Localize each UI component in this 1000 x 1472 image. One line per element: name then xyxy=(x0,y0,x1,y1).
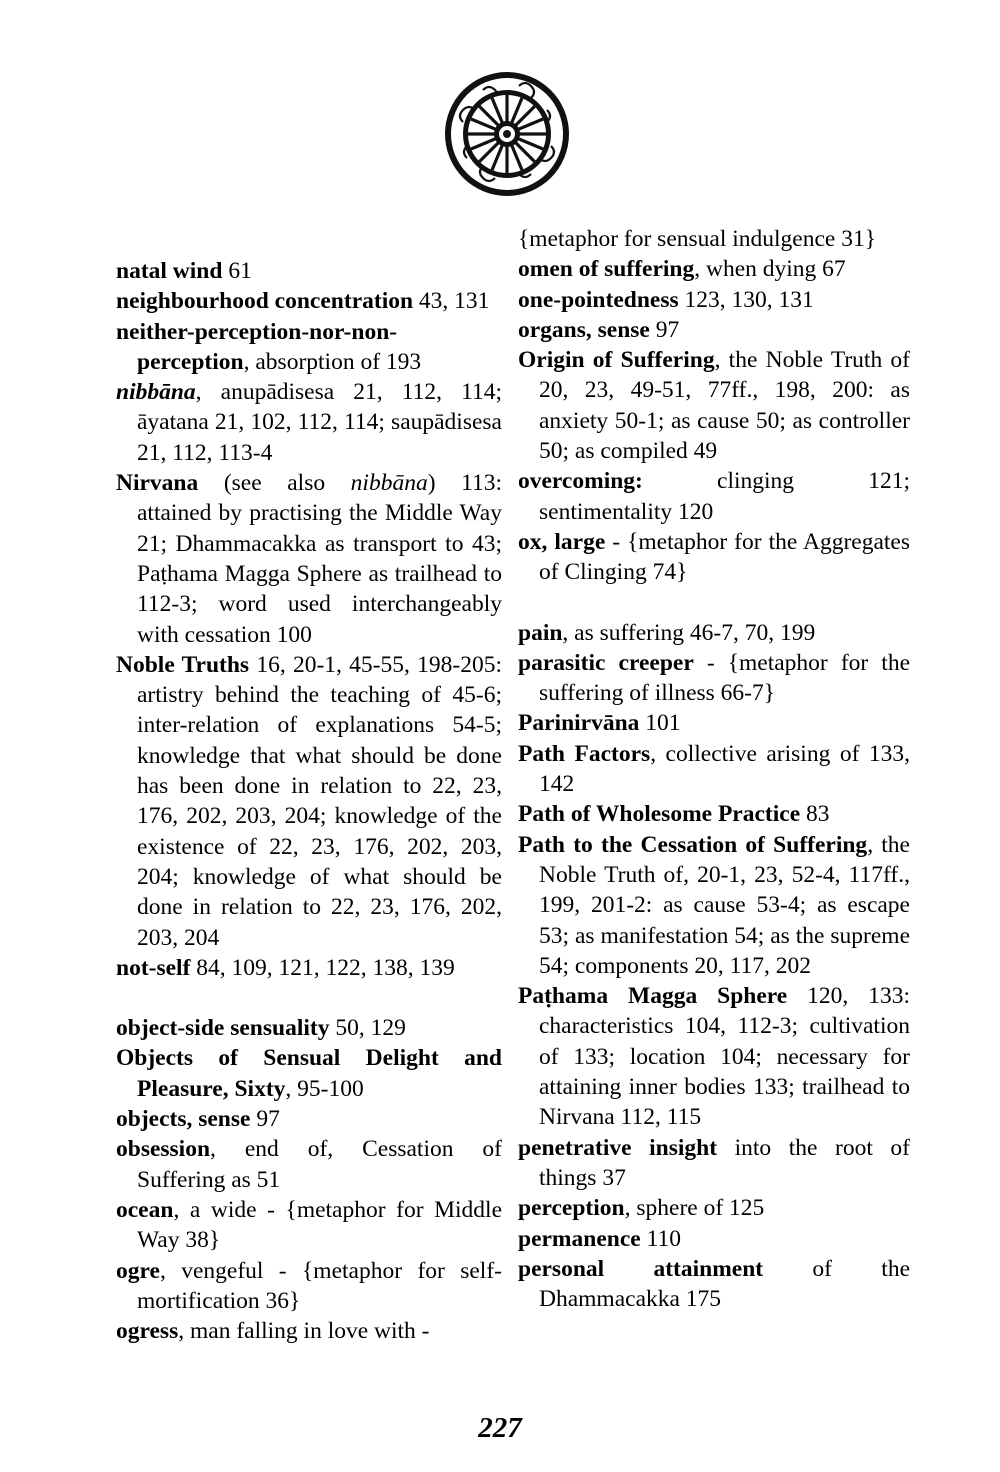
index-locators: , anupādisesa 21, 112, 114; āyatana 21, 102, 112, 114; saupādisesa 21, 112, 113-4 xyxy=(137,379,502,466)
index-entry xyxy=(116,286,502,316)
index-entry xyxy=(518,285,910,315)
index-locators: 101 xyxy=(639,710,681,737)
column-top-spacer xyxy=(116,224,502,256)
index-entry xyxy=(518,527,910,588)
index-locators: , collective arising of 133, 142 xyxy=(539,740,911,798)
index-locators: , absorption of 193 xyxy=(243,348,422,375)
index-locators: , when dying 67 xyxy=(694,256,846,283)
index-entry xyxy=(518,254,910,284)
index-headword: ocean xyxy=(116,1196,174,1223)
index-entry xyxy=(116,953,502,983)
index-entry xyxy=(518,648,910,709)
index-locators: 43, 131 xyxy=(413,288,490,315)
index-column-left xyxy=(116,224,502,1346)
index-column-right xyxy=(518,224,910,1314)
index-headword: not-self xyxy=(116,954,191,981)
index-headword: personal attainment xyxy=(518,1255,764,1282)
index-entry xyxy=(116,1043,502,1104)
letter-group-gap xyxy=(116,983,502,1013)
index-locators: 97 xyxy=(250,1106,280,1133)
page-number: 227 xyxy=(478,1412,522,1444)
index-entry xyxy=(518,618,910,648)
index-headword: omen of suffering xyxy=(518,256,695,283)
index-entry xyxy=(518,799,910,829)
index-headword: obsession xyxy=(116,1136,211,1163)
index-locators: 84, 109, 121, 122, 138, 139 xyxy=(190,954,455,981)
index-entry xyxy=(116,650,502,953)
index-headword: perception xyxy=(518,1195,625,1222)
index-entry xyxy=(116,1256,502,1317)
index-locators: 110 xyxy=(640,1225,681,1252)
index-headword: Path Factors xyxy=(518,740,651,767)
letter-group-gap xyxy=(518,588,910,618)
index-locators: (see also xyxy=(198,470,351,497)
index-entry xyxy=(518,1133,910,1194)
index-locators: 16, 20-1, 45-55, 198-205: artistry behind the teaching of 45-6; inter-relation of explanations 54-5; knowledge that what should be done has been done in relation to 22, 23, 176, 202, 203, 204; knowledge of the existence of 22, 23, 176, 202, 203, 204; knowledge of what should be done in relation to 22, 23, 176, 202, 203, 204 xyxy=(137,651,502,951)
index-locators: , the Noble Truth of 20, 23, 49-51, 77ff., 198, 200: as anxiety 50-1; as cause 50; as controller 50; as compiled 49 xyxy=(539,347,910,465)
index-headword: object-side sensuality xyxy=(116,1015,330,1042)
index-entry xyxy=(116,1195,502,1256)
index-entry xyxy=(518,981,910,1132)
index-entry xyxy=(116,377,502,468)
index-entry xyxy=(518,345,910,466)
index-headword: Origin of Suffering xyxy=(518,347,715,374)
continuation-text: {metaphor for sensual indulgence 31} xyxy=(518,226,876,252)
index-locators: , vengeful - {metaphor for self-mortification 36} xyxy=(137,1257,502,1314)
index-headword: Path of Wholesome Practice xyxy=(518,801,801,828)
index-entry xyxy=(518,1224,910,1254)
index-locators: 123, 130, 131 xyxy=(678,286,814,313)
index-locators: 120, 133: characteristics 104, 112-3; cultivation of 133; location 104; necessary for attaining inner bodies 133; trailhead to Nirvana 112, 115 xyxy=(539,983,910,1131)
index-entry xyxy=(518,466,910,527)
index-entry xyxy=(518,739,910,800)
index-headword: Objects of Sensual Delight and Pleasure, Sixty xyxy=(116,1045,502,1102)
index-cross-reference: nibbāna xyxy=(350,470,428,497)
index-entry xyxy=(116,1013,502,1043)
index-locators: , the Noble Truth of, 20-1, 23, 52-4, 117ff., 199, 201-2: as cause 53-4; as escape 53; as manifestation 54; as the supreme 54; components 20, 117, 202 xyxy=(539,831,910,979)
index-headword: pain xyxy=(518,619,563,646)
index-entry xyxy=(116,1104,502,1134)
index-headword: ogress xyxy=(116,1318,179,1345)
index-headword: natal wind xyxy=(116,258,223,284)
index-locators: 50, 129 xyxy=(329,1015,406,1042)
index-locators: into the root of things 37 xyxy=(539,1134,910,1191)
index-locators: - {metaphor for the suffering of illness 66-7} xyxy=(539,649,911,707)
index-headword: overcoming: xyxy=(518,468,643,495)
index-locators: , man falling in love with - xyxy=(178,1318,430,1345)
index-entry xyxy=(518,708,910,738)
index-headword: objects, sense xyxy=(116,1106,251,1133)
index-entry xyxy=(116,317,502,378)
index-entry xyxy=(116,468,502,650)
index-locators: , end of, Cessation of Suffering as 51 xyxy=(137,1136,502,1193)
index-entry xyxy=(518,1193,910,1223)
index-headword: Noble Truths xyxy=(116,651,250,678)
index-locators: , as suffering 46-7, 70, 199 xyxy=(562,619,816,646)
index-headword: Parinirvāna xyxy=(518,710,640,737)
index-locators: , a wide - {metaphor for Middle Way 38} xyxy=(137,1196,502,1254)
index-headword: penetrative insight xyxy=(518,1134,718,1161)
index-locators: 97 xyxy=(649,316,680,343)
index-headword: ox, large xyxy=(518,528,606,555)
index-headword: Paṭhama Magga Sphere xyxy=(518,983,788,1010)
index-locators: - {metaphor for the Aggregates of Clinging 74} xyxy=(539,528,910,586)
index-entry xyxy=(116,1134,502,1195)
index-entry-continuation xyxy=(518,224,910,254)
index-entry xyxy=(518,315,910,345)
index-headword: neither-perception-nor-non-perception xyxy=(116,318,398,375)
index-headword: parasitic creeper xyxy=(518,649,694,676)
index-headword: ogre xyxy=(116,1257,160,1284)
index-locators: 61 xyxy=(222,258,252,284)
index-headword: one-pointedness xyxy=(518,286,679,313)
index-locators: of the Dhammacakka 175 xyxy=(539,1255,910,1313)
index-headword: nibbāna xyxy=(116,379,196,406)
index-headword: neighbourhood concentration xyxy=(116,288,414,315)
index-headword: permanence xyxy=(518,1225,641,1252)
index-locators: , 95-100 xyxy=(285,1075,364,1102)
index-headword: organs, sense xyxy=(518,316,650,343)
index-entry xyxy=(116,1316,502,1346)
index-locators: ) 113: attained by practising the Middle Way 21; Dhammacakka as transport to 43; Paṭhama Magga Sphere as trailhead to 112-3; word used interchangeably with cessation 100 xyxy=(137,470,503,648)
index-locators: 83 xyxy=(800,801,830,828)
index-headword: Nirvana xyxy=(116,470,199,497)
index-entry xyxy=(518,830,910,981)
index-headword: Path to the Cessation of Suffering xyxy=(518,831,868,858)
index-locators: , sphere of 125 xyxy=(624,1195,765,1222)
index-entry xyxy=(116,256,502,286)
dhammacakka-wheel-emblem-icon xyxy=(443,70,571,198)
index-locators: clinging 121; sentimentality 120 xyxy=(539,468,910,525)
index-entry xyxy=(518,1254,910,1315)
